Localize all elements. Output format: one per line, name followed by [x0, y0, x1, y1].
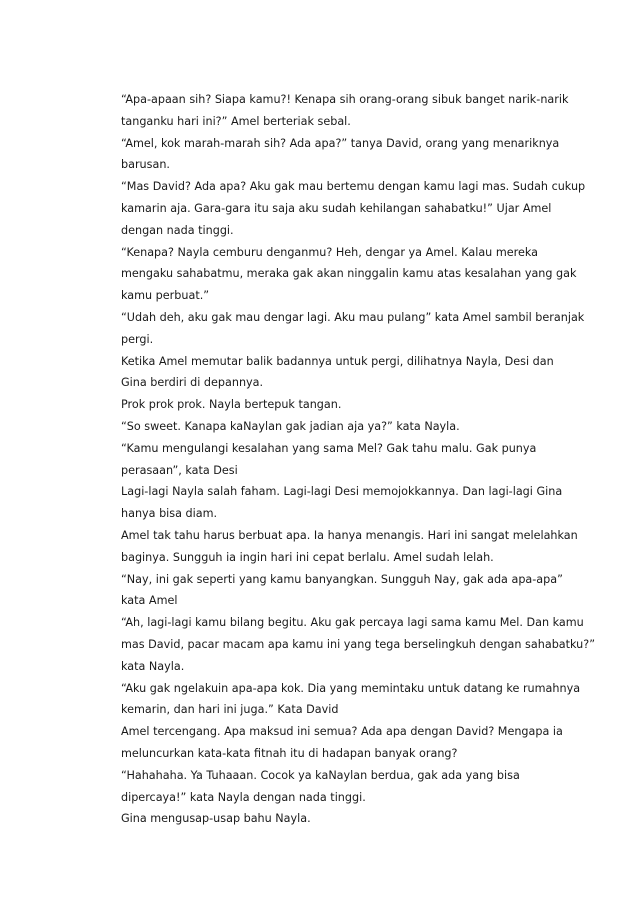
text-line: “Kenapa? Nayla cemburu denganmu? Heh, dengar ya Amel. Kalau mereka	[121, 245, 538, 259]
text-line: “Udah deh, aku gak mau dengar lagi. Aku mau pulang” kata Amel sambil beranjak	[121, 310, 585, 324]
text-line: “Apa-apaan sih? Siapa kamu?! Kenapa sih orang-orang sibuk banget narik-narik	[121, 93, 569, 106]
text-line: dipercaya!” kata Nayla dengan nada tinggi.	[121, 790, 366, 804]
text-line: kata Amel	[121, 594, 178, 608]
text-line: Prok prok prok. Nayla bertepuk tangan.	[121, 398, 342, 412]
text-line: “Amel, kok marah-marah sih? Ada apa?” tanya David, orang yang menariknya	[121, 136, 560, 150]
text-line: pergi.	[121, 332, 154, 346]
text-line: “So sweet. Kanapa kaNaylan gak jadian aja ya?” kata Nayla.	[121, 419, 460, 433]
text-line: “Aku gak ngelakuin apa-apa kok. Dia yang memintaku untuk datang ke rumahnya	[121, 681, 581, 695]
text-line: dengan nada tinggi.	[121, 223, 234, 237]
text-line: tanganku hari ini?” Amel berteriak sebal.	[121, 114, 351, 128]
text-line: Amel tercengang. Apa maksud ini semua? Ada apa dengan David? Mengapa ia	[121, 725, 563, 739]
text-line: Gina berdiri di depannya.	[121, 376, 264, 390]
text-line: Amel tak tahu harus berbuat apa. Ia hanya menangis. Hari ini sangat melelahkan	[121, 528, 578, 542]
text-line: Lagi-lagi Nayla salah faham. Lagi-lagi Desi memojokkannya. Dan lagi-lagi Gina	[121, 485, 563, 499]
text-line: kamarin aja. Gara-gara itu saja aku sudah kehilangan sahabatku!” Ujar Amel	[121, 201, 552, 215]
story-text	[121, 89, 595, 830]
text-line: Ketika Amel memutar balik badannya untuk pergi, dilihatnya Nayla, Desi dan	[121, 354, 554, 368]
text-line: “Nay, ini gak seperti yang kamu banyangkan. Sungguh Nay, gak ada apa-apa”	[121, 572, 563, 586]
text-line: barusan.	[121, 158, 170, 172]
text-line: kemarin, dan hari ini juga.” Kata David	[121, 703, 339, 717]
text-line: “Hahahaha. Ya Tuhaaan. Cocok ya kaNaylan berdua, gak ada yang bisa	[121, 768, 520, 782]
text-line: kamu perbuat.”	[121, 289, 210, 303]
text-line: baginya. Sungguh ia ingin hari ini cepat berlalu. Amel sudah lelah.	[121, 550, 494, 564]
text-line: meluncurkan kata-kata fitnah itu di hadapan banyak orang?	[121, 746, 458, 760]
text-line: Gina mengusap-usap bahu Nayla.	[121, 812, 311, 826]
text-line: “Mas David? Ada apa? Aku gak mau bertemu dengan kamu lagi mas. Sudah cukup	[121, 180, 586, 194]
text-line: “Ah, lagi-lagi kamu bilang begitu. Aku gak percaya lagi sama kamu Mel. Dan kamu	[121, 616, 584, 630]
text-line: perasaan”, kata Desi	[121, 463, 238, 477]
text-line: mas David, pacar macam apa kamu ini yang tega berselingkuh dengan sahabatku?”	[121, 637, 595, 651]
text-line: kata Nayla.	[121, 659, 185, 673]
text-line: “Kamu mengulangi kesalahan yang sama Mel? Gak tahu malu. Gak punya	[121, 441, 537, 455]
text-line: mengaku sahabatmu, meraka gak akan ninggalin kamu atas kesalahan yang gak	[121, 267, 577, 281]
text-line: hanya bisa diam.	[121, 507, 218, 521]
